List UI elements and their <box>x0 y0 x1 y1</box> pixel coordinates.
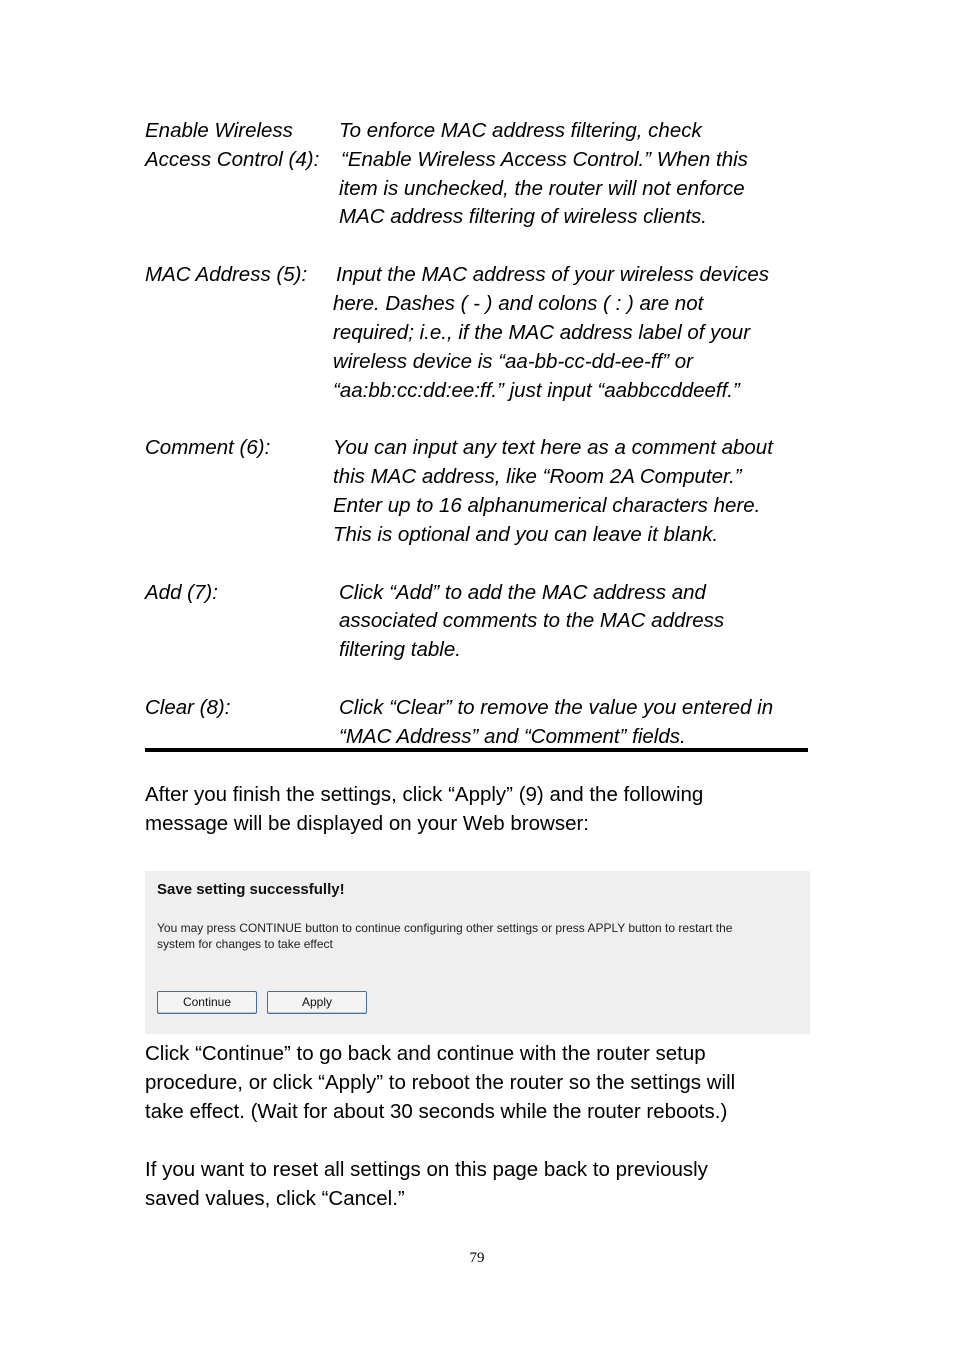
desc-line: This is optional and you can leave it blank. <box>333 523 719 546</box>
desc-line: You can input any text here as a comment about <box>333 436 773 459</box>
desc-line: Click “Add” to add the MAC address and <box>339 581 706 604</box>
desc-line: associated comments to the MAC address <box>339 609 725 632</box>
table-bottom-rule <box>145 748 808 752</box>
term-comment: Comment (6): <box>145 436 271 459</box>
term-access-control: Access Control (4): <box>145 148 320 171</box>
term-mac-address: MAC Address (5): <box>145 263 308 286</box>
desc-line: “Enable Wireless Access Control.” When this <box>341 148 748 171</box>
desc-line: filtering table. <box>339 638 461 661</box>
desc-line: here. Dashes ( - ) and colons ( : ) are not <box>333 292 704 315</box>
desc-line: To enforce MAC address filtering, check <box>339 119 702 142</box>
continue-button[interactable]: Continue <box>157 991 257 1014</box>
screenshot-title: Save setting successfully! <box>157 881 345 898</box>
desc-line: “MAC Address” and “Comment” fields. <box>339 725 686 748</box>
desc-line: wireless device is “aa-bb-cc-dd-ee-ff” or <box>333 350 694 373</box>
desc-line: item is unchecked, the router will not enforce <box>339 177 745 200</box>
term-add: Add (7): <box>145 581 218 604</box>
desc-line: “aa:bb:cc:dd:ee:ff.” just input “aabbccddeeff.” <box>333 379 740 402</box>
screenshot-message <box>157 920 732 952</box>
paragraph-line: Click “Continue” to go back and continue with the router setup <box>145 1042 706 1065</box>
term-clear: Clear (8): <box>145 696 231 719</box>
paragraph-line: take effect. (Wait for about 30 seconds while the router reboots.) <box>145 1100 728 1123</box>
desc-line: Click “Clear” to remove the value you entered in <box>339 696 774 719</box>
paragraph-line: saved values, click “Cancel.” <box>145 1187 405 1210</box>
desc-line: this MAC address, like “Room 2A Computer.” <box>333 465 742 488</box>
screenshot-message-line: system for changes to take effect <box>157 937 333 951</box>
desc-line: Enter up to 16 alphanumerical characters here. <box>333 494 761 517</box>
term-enable-wireless: Enable Wireless <box>145 119 293 142</box>
screenshot-message-line: You may press CONTINUE button to continue configuring other settings or press APPLY button to restart the <box>157 921 733 935</box>
desc-line: required; i.e., if the MAC address label of your <box>333 321 751 344</box>
paragraph-line: After you finish the settings, click “Apply” (9) and the following <box>145 783 704 806</box>
paragraph-line: message will be displayed on your Web browser: <box>145 812 590 835</box>
apply-button[interactable]: Apply <box>267 991 367 1014</box>
paragraph-line: procedure, or click “Apply” to reboot the router so the settings will <box>145 1071 736 1094</box>
page-number: 79 <box>469 1250 485 1266</box>
paragraph-line: If you want to reset all settings on this page back to previously <box>145 1158 708 1181</box>
desc-line: MAC address filtering of wireless clients. <box>339 205 707 228</box>
desc-line: Input the MAC address of your wireless devices <box>336 263 769 286</box>
save-success-screenshot <box>145 871 810 1034</box>
